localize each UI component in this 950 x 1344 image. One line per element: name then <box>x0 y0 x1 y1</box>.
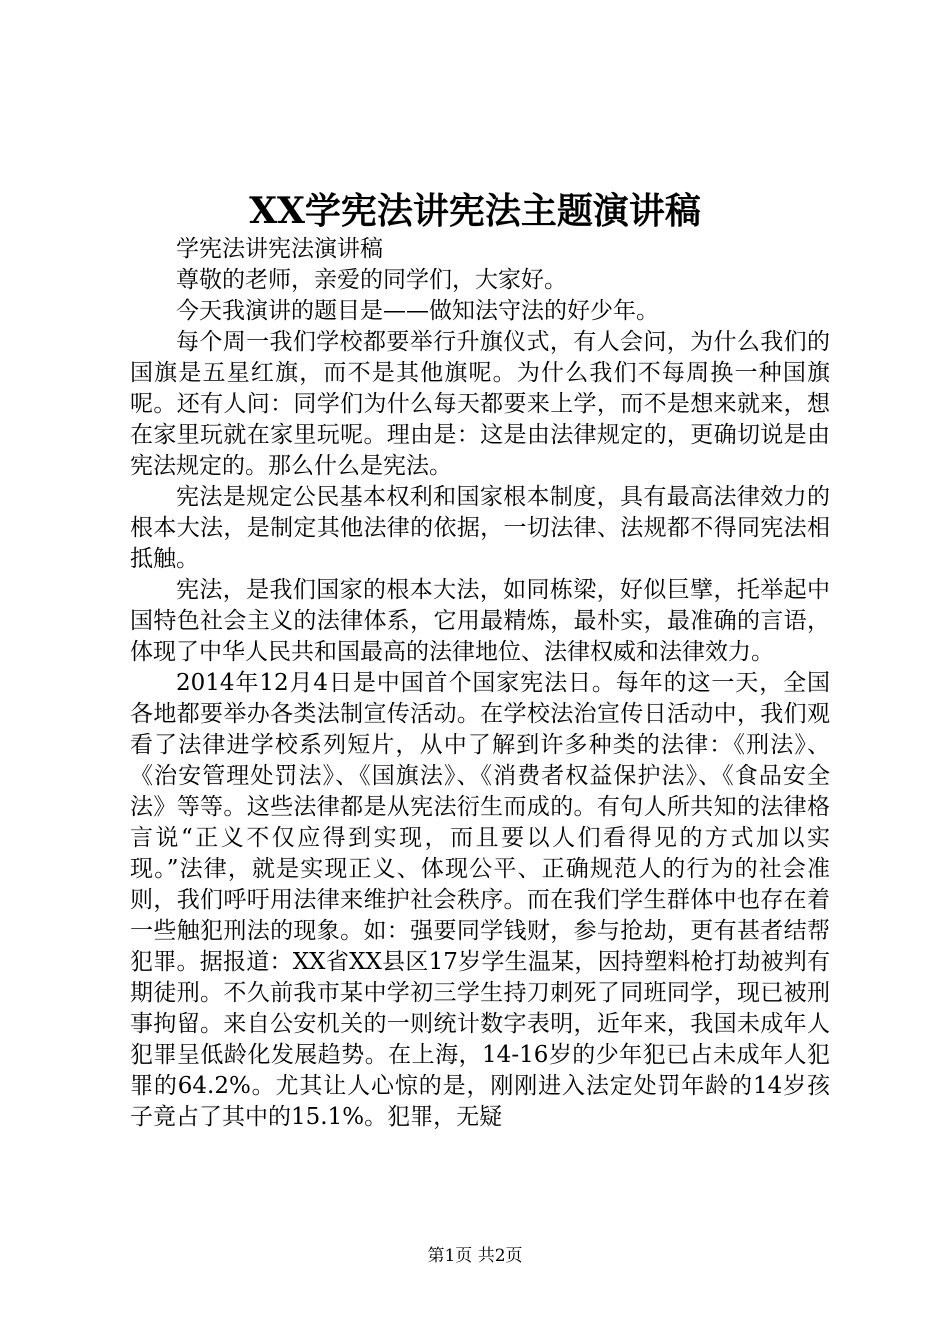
paragraph-fundamental-law: 宪法，是我们国家的根本大法，如同栋梁，好似巨擘，托举起中国特色社会主义的法律体系，它用最精炼，最朴实，最准确的言语，体现了中华人民共和国最高的法律地位、法律权威和法律效力。 <box>130 577 830 665</box>
paragraph-topic: 今天我演讲的题目是——做知法守法的好少年。 <box>176 298 659 324</box>
paragraph-subtitle: 学宪法讲宪法演讲稿 <box>176 236 383 262</box>
page-footer: 第1页 共2页 <box>427 1246 523 1266</box>
paragraph-flag-ceremony: 每个周一我们学校都要举行升旗仪式，有人会问，为什么我们的国旗是五星红旗，而不是其他旗呢。为什么我们不每周换一种国旗呢。还有人问：同学们为什么每天都要来上学，而不是想来就来，想在家里玩就在家里玩呢。理由是：这是由法律规定的，更确切说是由宪法规定的。那么什么是宪法。 <box>130 329 830 479</box>
paragraph-constitution-definition: 宪法是规定公民基本权利和国家根本制度，具有最高法律效力的根本大法，是制定其他法律的依据，一切法律、法规都不得同宪法相抵触。 <box>130 484 830 572</box>
paragraph-greeting: 尊敬的老师，亲爱的同学们，大家好。 <box>176 267 567 293</box>
document-body <box>130 234 830 1133</box>
paragraph-constitution-day: 2014年12月4日是中国首个国家宪法日。每年的这一天，全国各地都要举办各类法制宣传活动。在学校法治宣传日活动中，我们观看了法律进学校系列短片，从中了解到许多种类的法律：《刑法》、《治安管理处罚法》、《国旗法》、《消费者权益保护法》、《食品安全法》等等。这些法律都是从宪法衍生而成的。有句人所共知的法律格言说“正义不仅应得到实现，而且要以人们看得见的方式加以实现。”法律，就是实现正义、体现公平、正确规范人的行为的社会准则，我们呼吁用法律来维护社会秩序。而在我们学生群体中也存在着一些触犯刑法的现象。如：强要同学钱财，参与抢劫，更有甚者结帮犯罪。据报道：XX省XX县区17岁学生温某，因持塑料枪打劫被判有期徒刑。不久前我市某中学初三学生持刀刺死了同班同学，现已被刑事拘留。来自公安机关的一则统计数字表明，近年来，我国未成年人犯罪呈低龄化发展趋势。在上海，14-16岁的少年犯已占未成年人犯罪的64.2%。尤其让人心惊的是，刚刚进入法定处罚年龄的14岁孩子竟占了其中的15.1%。犯罪，无疑 <box>130 670 830 1130</box>
page-title: XX学宪法讲宪法主题演讲稿 <box>249 190 701 232</box>
